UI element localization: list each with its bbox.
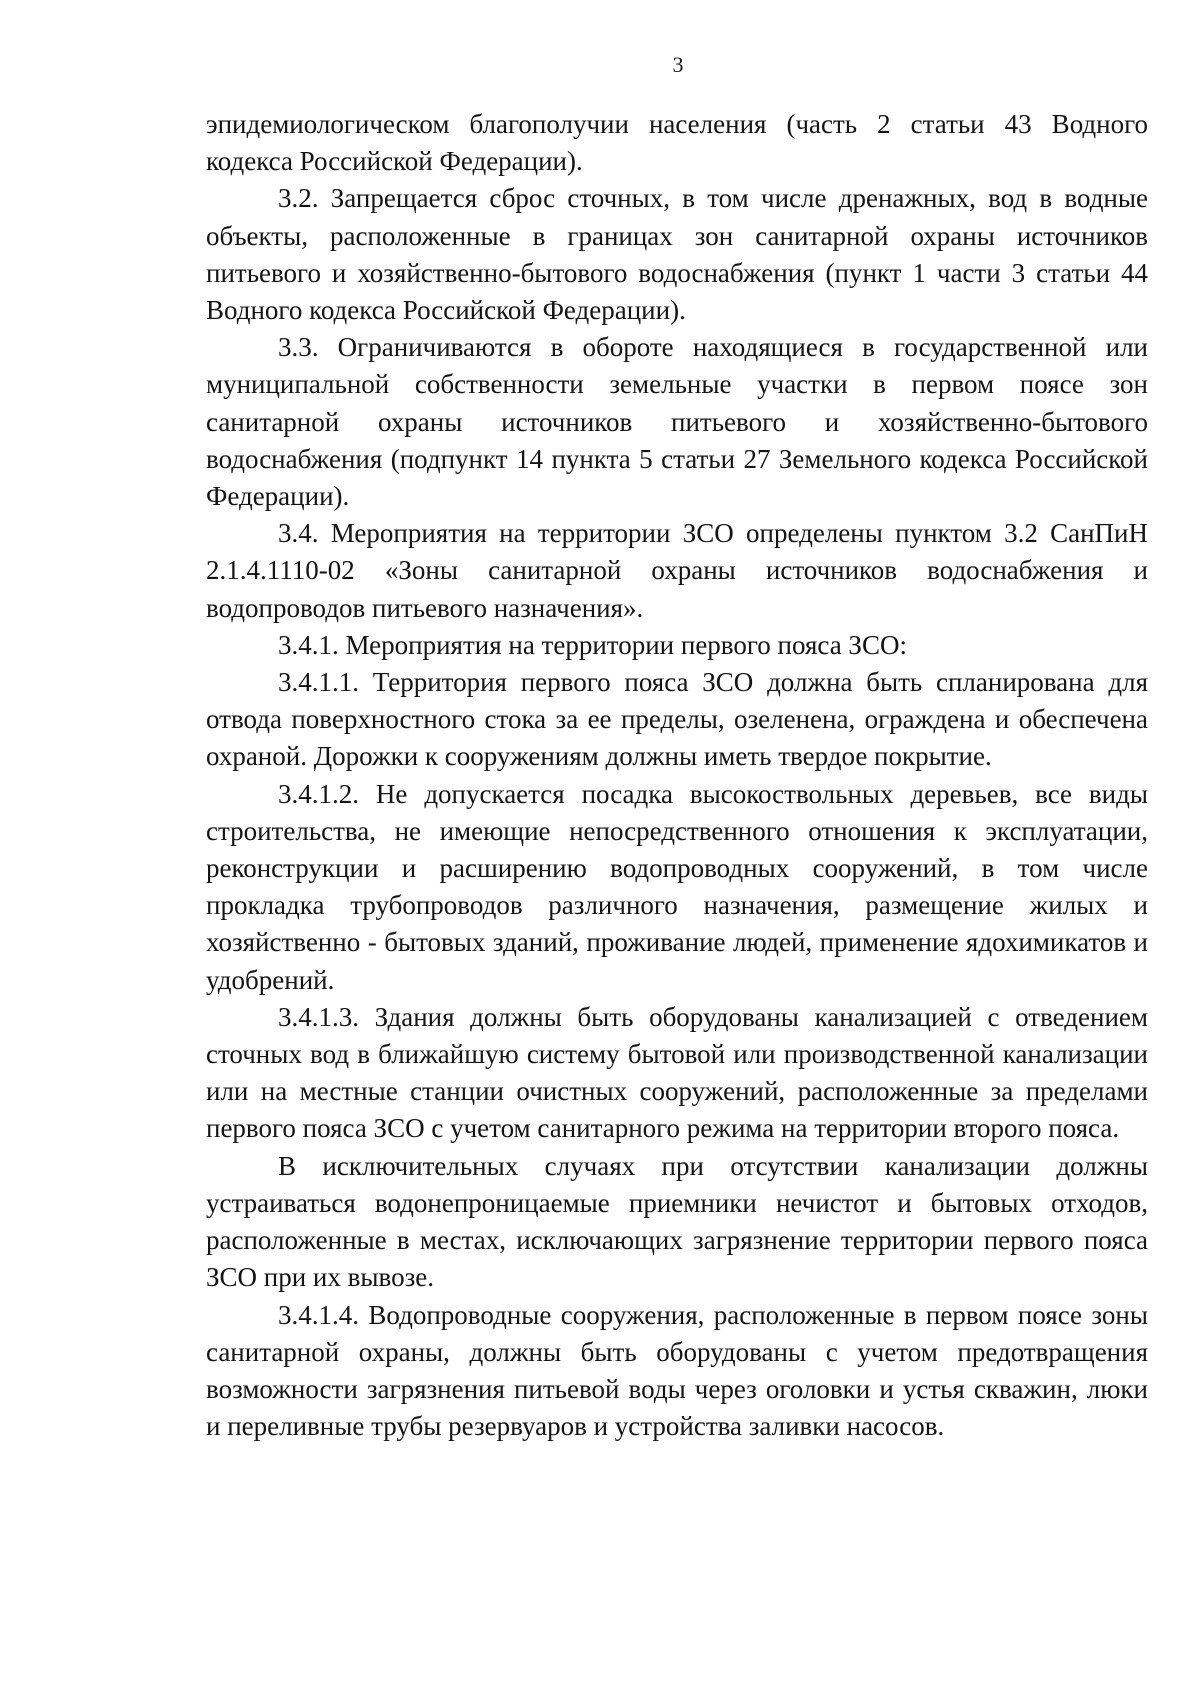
- paragraph-3-4-1-4: 3.4.1.4. Водопроводные сооружения, расположенные в первом поясе зоны санитарной охраны, должны быть оборудованы с учетом предотвращения возможности загрязнения питьевой воды через оголовки и устья скважин, люки и переливные трубы резервуаров и устройства заливки насосов.: [206, 1299, 1148, 1442]
- paragraph-exceptional-cases: В исключительных случаях при отсутствии канализации должны устраиваться водонепроницаемые приемники нечистот и бытовых отходов, расположенные в местах, исключающих загрязнение территории первого пояса ЗСО при их вывозе.: [206, 1150, 1148, 1293]
- paragraph-3-4-1-2: 3.4.1.2. Не допускается посадка высокоствольных деревьев, все виды строительства, не имеющие непосредственного отношения к эксплуатации, реконструкции и расширению водопроводных сооружений, в том числе прокладка трубопроводов различного назначения, размещение жилых и хозяйственно - бытовых зданий, проживание людей, применение ядохимикатов и удобрений.: [206, 778, 1148, 995]
- page-number: 3: [672, 52, 684, 77]
- document-body: [206, 106, 1148, 1445]
- paragraph-3-4: 3.4. Мероприятия на территории ЗСО определены пунктом 3.2 СанПиН 2.1.4.1110-02 «Зоны санитарной охраны источников водоснабжения и водопроводов питьевого назначения».: [206, 518, 1148, 623]
- paragraph-3-4-1: 3.4.1. Мероприятия на территории первого пояса ЗСО:: [278, 629, 907, 660]
- paragraph-3-2: 3.2. Запрещается сброс сточных, в том числе дренажных, вод в водные объекты, расположенные в границах зон санитарной охраны источников питьевого и хозяйственно-бытового водоснабжения (пункт 1 части 3 статьи 44 Водного кодекса Российской Федерации).: [206, 183, 1148, 326]
- paragraph-3-4-1-1: 3.4.1.1. Территория первого пояса ЗСО должна быть спланирована для отвода поверхностного стока за ее пределы, озеленена, ограждена и обеспечена охраной. Дорожки к сооружениям должны иметь твердое покрытие.: [206, 667, 1148, 772]
- paragraph-3-4-1-3: 3.4.1.3. Здания должны быть оборудованы канализацией с отведением сточных вод в ближайшую систему бытовой или производственной канализации или на местные станции очистных сооружений, расположенные за пределами первого пояса ЗСО с учетом санитарного режима на территории второго пояса.: [206, 1001, 1148, 1144]
- paragraph-3-3: 3.3. Ограничиваются в обороте находящиеся в государственной или муниципальной собственности земельные участки в первом поясе зон санитарной охраны источников питьевого и хозяйственно-бытового водоснабжения (подпункт 14 пункта 5 статьи 27 Земельного кодекса Российской Федерации).: [206, 332, 1148, 512]
- paragraph-continuation: эпидемиологическом благополучии населения (часть 2 статьи 43 Водного кодекса Российской Федерации).: [206, 109, 1148, 177]
